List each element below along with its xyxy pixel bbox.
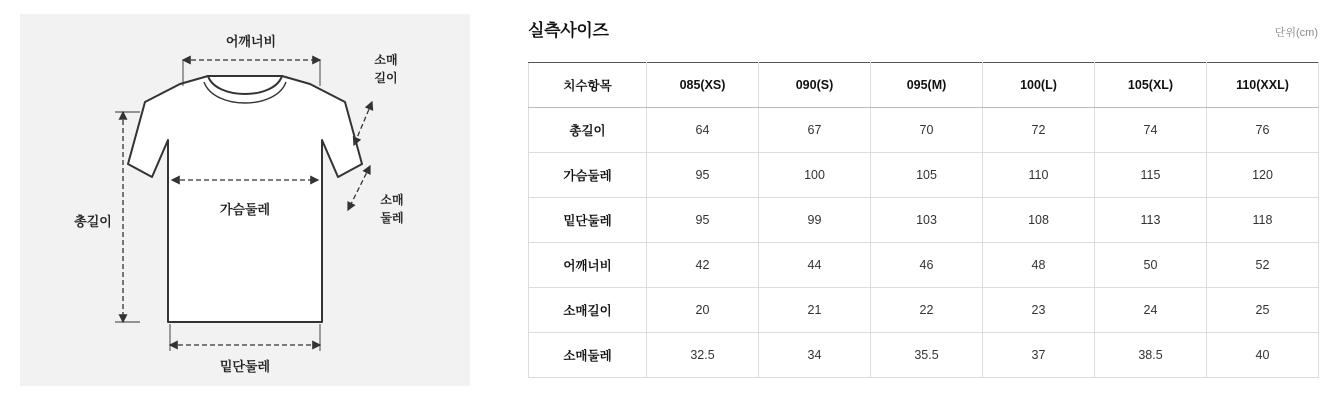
table-cell: 115 bbox=[1095, 153, 1207, 198]
label-shoulder-width: 어깨너비 bbox=[225, 34, 277, 49]
tshirt-diagram-svg bbox=[20, 14, 470, 386]
row-label: 소매둘레 bbox=[529, 333, 647, 378]
label-chest: 가슴둘레 bbox=[219, 202, 271, 217]
table-cell: 25 bbox=[1207, 288, 1319, 333]
table-header-row bbox=[529, 63, 1319, 108]
size-table-header bbox=[528, 0, 1318, 46]
table-cell: 113 bbox=[1095, 198, 1207, 243]
label-hem: 밑단둘레 bbox=[219, 359, 271, 374]
column-header-item: 치수항목 bbox=[529, 63, 647, 108]
table-row bbox=[529, 288, 1319, 333]
row-label: 총길이 bbox=[529, 108, 647, 153]
table-cell: 103 bbox=[871, 198, 983, 243]
table-cell: 50 bbox=[1095, 243, 1207, 288]
table-cell: 20 bbox=[647, 288, 759, 333]
table-cell: 120 bbox=[1207, 153, 1319, 198]
dimension-sleeve-round bbox=[348, 166, 404, 225]
table-cell: 110 bbox=[983, 153, 1095, 198]
row-label: 밑단둘레 bbox=[529, 198, 647, 243]
table-cell: 105 bbox=[871, 153, 983, 198]
tshirt-outline bbox=[128, 76, 362, 322]
table-cell: 64 bbox=[647, 108, 759, 153]
table-row bbox=[529, 153, 1319, 198]
table-cell: 46 bbox=[871, 243, 983, 288]
table-row bbox=[529, 333, 1319, 378]
table-cell: 42 bbox=[647, 243, 759, 288]
table-row bbox=[529, 198, 1319, 243]
table-cell: 44 bbox=[759, 243, 871, 288]
table-cell: 108 bbox=[983, 198, 1095, 243]
row-label: 소매길이 bbox=[529, 288, 647, 333]
size-table-unit: 단위(cm) bbox=[1274, 27, 1318, 39]
table-row bbox=[529, 108, 1319, 153]
label-sleeve-round-line1: 소매 bbox=[380, 193, 404, 207]
dimension-hem bbox=[170, 324, 320, 374]
column-header-100l: 100(L) bbox=[983, 63, 1095, 108]
label-sleeve-length-line2: 길이 bbox=[374, 71, 398, 85]
label-sleeve-length-line1: 소매 bbox=[374, 53, 398, 67]
column-header-085xs: 085(XS) bbox=[647, 63, 759, 108]
label-total-length: 총길이 bbox=[74, 214, 112, 229]
garment-measurement-diagram bbox=[20, 14, 470, 386]
table-row bbox=[529, 243, 1319, 288]
table-cell: 23 bbox=[983, 288, 1095, 333]
table-cell: 24 bbox=[1095, 288, 1207, 333]
table-cell: 95 bbox=[647, 198, 759, 243]
dimension-total-length bbox=[73, 112, 140, 322]
table-cell: 38.5 bbox=[1095, 333, 1207, 378]
size-table-thead bbox=[529, 63, 1319, 108]
table-cell: 35.5 bbox=[871, 333, 983, 378]
label-sleeve-round-line2: 둘레 bbox=[380, 211, 404, 225]
column-header-105xl: 105(XL) bbox=[1095, 63, 1207, 108]
table-cell: 100 bbox=[759, 153, 871, 198]
table-cell: 67 bbox=[759, 108, 871, 153]
table-cell: 76 bbox=[1207, 108, 1319, 153]
column-header-095m: 095(M) bbox=[871, 63, 983, 108]
table-cell: 21 bbox=[759, 288, 871, 333]
row-label: 가슴둘레 bbox=[529, 153, 647, 198]
row-label: 어깨너비 bbox=[529, 243, 647, 288]
table-cell: 52 bbox=[1207, 243, 1319, 288]
size-table-title: 실측사이즈 bbox=[528, 21, 609, 40]
table-cell: 99 bbox=[759, 198, 871, 243]
column-header-090s: 090(S) bbox=[759, 63, 871, 108]
table-cell: 72 bbox=[983, 108, 1095, 153]
table-cell: 95 bbox=[647, 153, 759, 198]
table-cell: 32.5 bbox=[647, 333, 759, 378]
table-cell: 70 bbox=[871, 108, 983, 153]
table-cell: 34 bbox=[759, 333, 871, 378]
dimension-sleeve-length bbox=[354, 52, 398, 145]
table-cell: 40 bbox=[1207, 333, 1319, 378]
table-cell: 22 bbox=[871, 288, 983, 333]
table-cell: 118 bbox=[1207, 198, 1319, 243]
size-table-tbody bbox=[529, 108, 1319, 378]
size-table-area bbox=[528, 0, 1318, 400]
column-header-110xxl: 110(XXL) bbox=[1207, 63, 1319, 108]
size-table bbox=[528, 62, 1319, 378]
table-cell: 48 bbox=[983, 243, 1095, 288]
table-cell: 37 bbox=[983, 333, 1095, 378]
table-cell: 74 bbox=[1095, 108, 1207, 153]
